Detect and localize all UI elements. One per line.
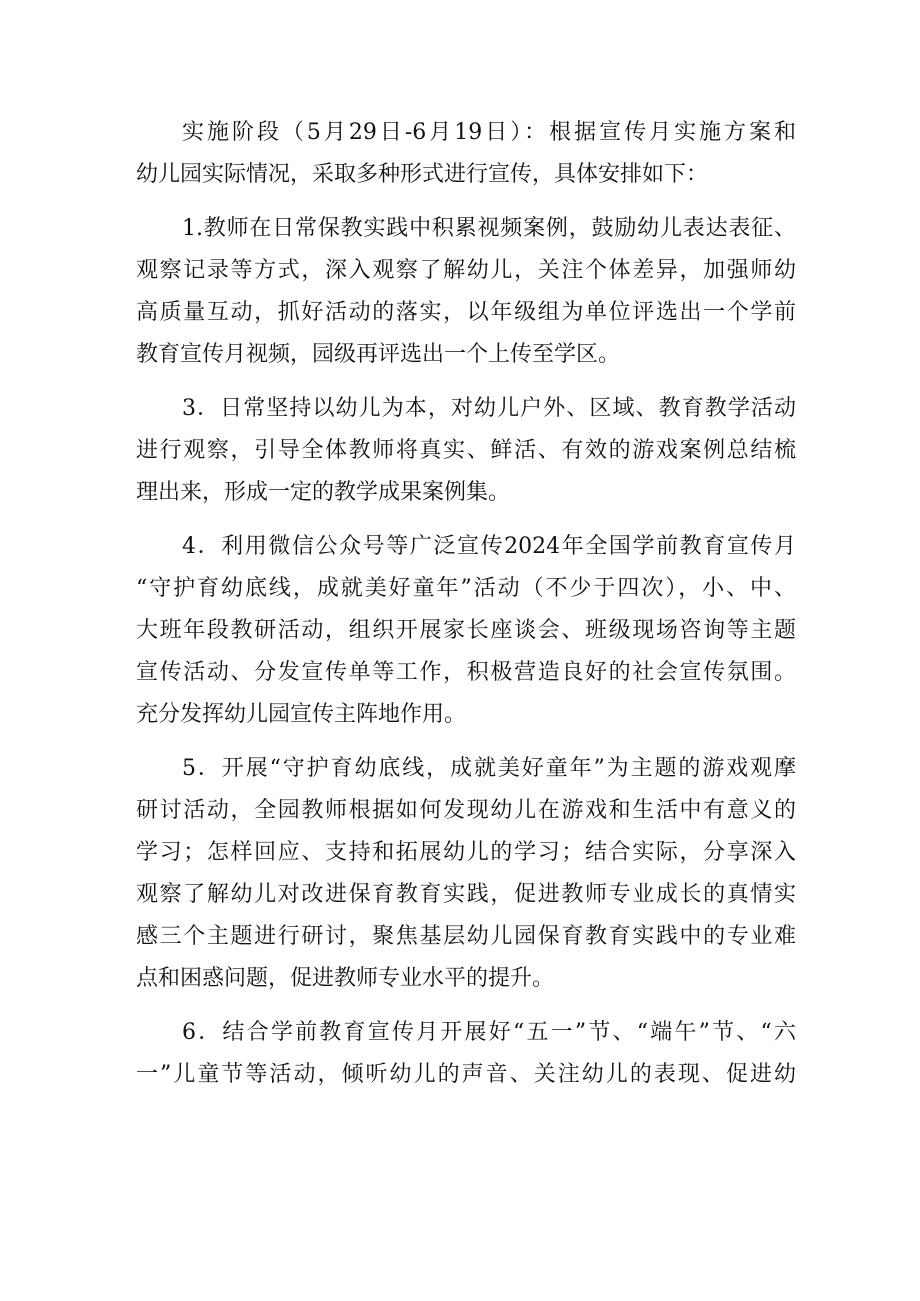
item-1-line-4: 教育宣传月视频，园级再评选出一个上传至学区。 <box>136 342 621 367</box>
paragraph-intro-line-1: 实施阶段（5月29日-6月19日）：根据宣传月实施方案和 <box>182 120 796 145</box>
item-5-line-2: 研讨活动，全园教师根据如何发现幼儿在游戏和生活中有意义的 <box>136 798 796 823</box>
item-5-line-4: 观察了解幼儿对改进保育教育实践，促进教师专业成长的真情实 <box>136 882 796 907</box>
item-3-line-2: 进行观察，引导全体教师将真实、鲜活、有效的游戏案例总结梳 <box>136 438 796 463</box>
document-body <box>136 112 796 1096</box>
item-1-line-3: 高质量互动，抓好活动的落实，以年级组为单位评选出一个学前 <box>136 300 796 325</box>
item-4-line-1: 4．利用微信公众号等广泛宣传2024年全国学前教育宣传月 <box>182 534 796 559</box>
item-5-line-1: 5．开展“守护育幼底线，成就美好童年”为主题的游戏观摩 <box>182 756 796 781</box>
item-1-line-1: 1.教师在日常保教实践中积累视频案例，鼓励幼儿表达表征、 <box>182 216 796 241</box>
item-5-line-6: 点和困惑问题，促进教师专业水平的提升。 <box>136 966 555 991</box>
item-3-line-1: 3．日常坚持以幼儿为本，对幼儿户外、区域、教育教学活动 <box>182 396 796 421</box>
item-3-line-3: 理出来，形成一定的教学成果案例集。 <box>136 480 511 505</box>
item-5-line-3: 学习；怎样回应、支持和拓展幼儿的学习；结合实际，分享深入 <box>136 840 796 865</box>
item-4-line-2: “守护育幼底线，成就美好童年”活动（不少于四次），小、中、 <box>136 576 796 601</box>
item-4-line-4: 宣传活动、分发宣传单等工作，积极营造良好的社会宣传氛围。 <box>136 660 796 685</box>
item-6-line-2: 一”儿童节等活动，倾听幼儿的声音、关注幼儿的表现、促进幼 <box>136 1062 796 1087</box>
item-5-line-5: 感三个主题进行研讨，聚焦基层幼儿园保育教育实践中的专业难 <box>136 924 796 949</box>
item-1-line-2: 观察记录等方式，深入观察了解幼儿，关注个体差异，加强师幼 <box>136 258 796 283</box>
item-4-line-5: 充分发挥幼儿园宣传主阵地作用。 <box>136 702 467 727</box>
item-6-line-1: 6．结合学前教育宣传月开展好“五一”节、“端午”节、“六 <box>182 1020 796 1045</box>
item-4-line-3: 大班年段教研活动，组织开展家长座谈会、班级现场咨询等主题 <box>136 618 796 643</box>
paragraph-intro-line-2: 幼儿园实际情况，采取多种形式进行宣传，具体安排如下： <box>136 162 709 187</box>
